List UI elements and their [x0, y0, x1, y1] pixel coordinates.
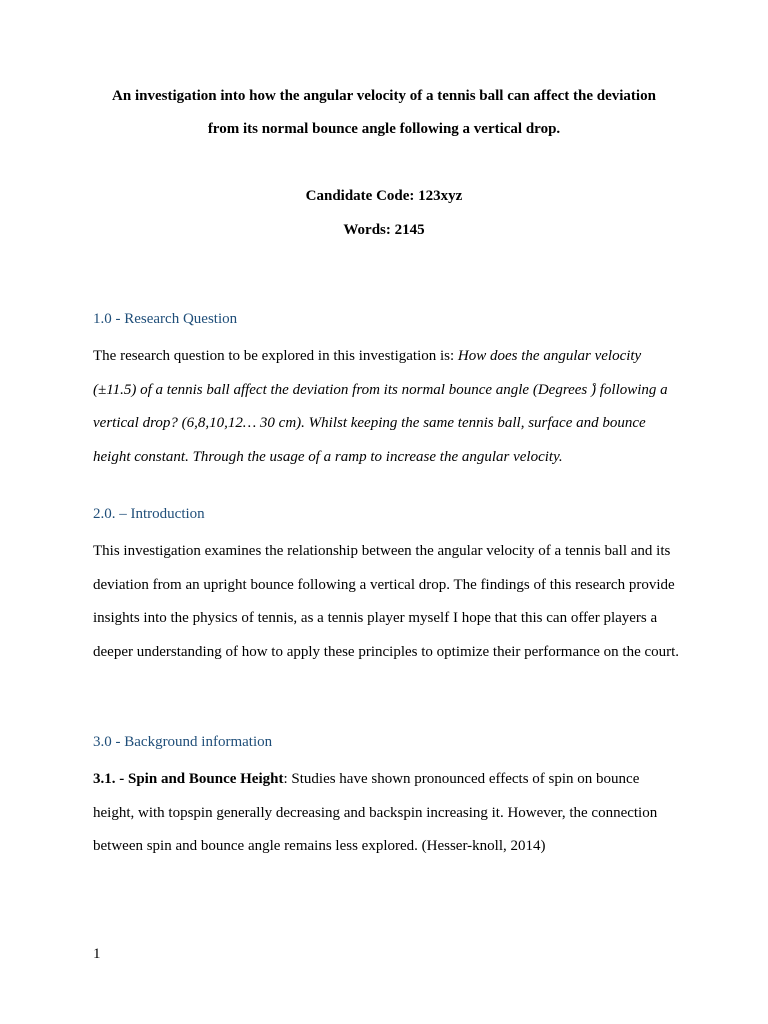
title-line-2: from its normal bounce angle following a vertical drop. — [207, 121, 561, 137]
research-question-intro: The research question to be explored in this investigation is: — [93, 348, 458, 364]
spin-bounce-text: : Studies have shown pronounced effects of spin on bounce height, with topspin generally decreasing and backspin increasing it. However, the connection between spin and bounce angle remains less explored. (Hesser-knoll, 2014) — [93, 771, 658, 855]
background-heading: 3.0 - Background information — [93, 734, 273, 750]
candidate-code: Candidate Code: 123xyz — [305, 188, 463, 204]
introduction-heading: 2.0. – Introduction — [93, 506, 205, 522]
research-question-paragraph — [93, 340, 683, 474]
research-question-text: How does the angular velocity (±11.5) of a tennis ball affect the deviation from its normal bounce angle (Degrees ̊) following a vertical drop? (6,8,10,12… 30 cm). Whilst keeping the same tennis ball, surface and bounce height constant. Through the usage of a ramp to increase the angular velocity. — [93, 348, 668, 465]
spin-bounce-subheading: 3.1. - Spin and Bounce Height — [93, 771, 284, 787]
word-count: Words: 2145 — [343, 222, 425, 238]
background-paragraph — [93, 763, 683, 864]
page-number: 1 — [93, 946, 101, 962]
research-question-heading: 1.0 - Research Question — [93, 311, 238, 327]
title-line-1: An investigation into how the angular velocity of a tennis ball can affect the deviation — [112, 88, 656, 104]
introduction-paragraph: This investigation examines the relationship between the angular velocity of a tennis ball and its deviation from an upright bounce following a vertical drop. The findings of this research provide insights into the physics of tennis, as a tennis player myself I hope that this can offer players a deeper understanding of how to apply these principles to optimize their performance on the court. — [93, 543, 680, 660]
